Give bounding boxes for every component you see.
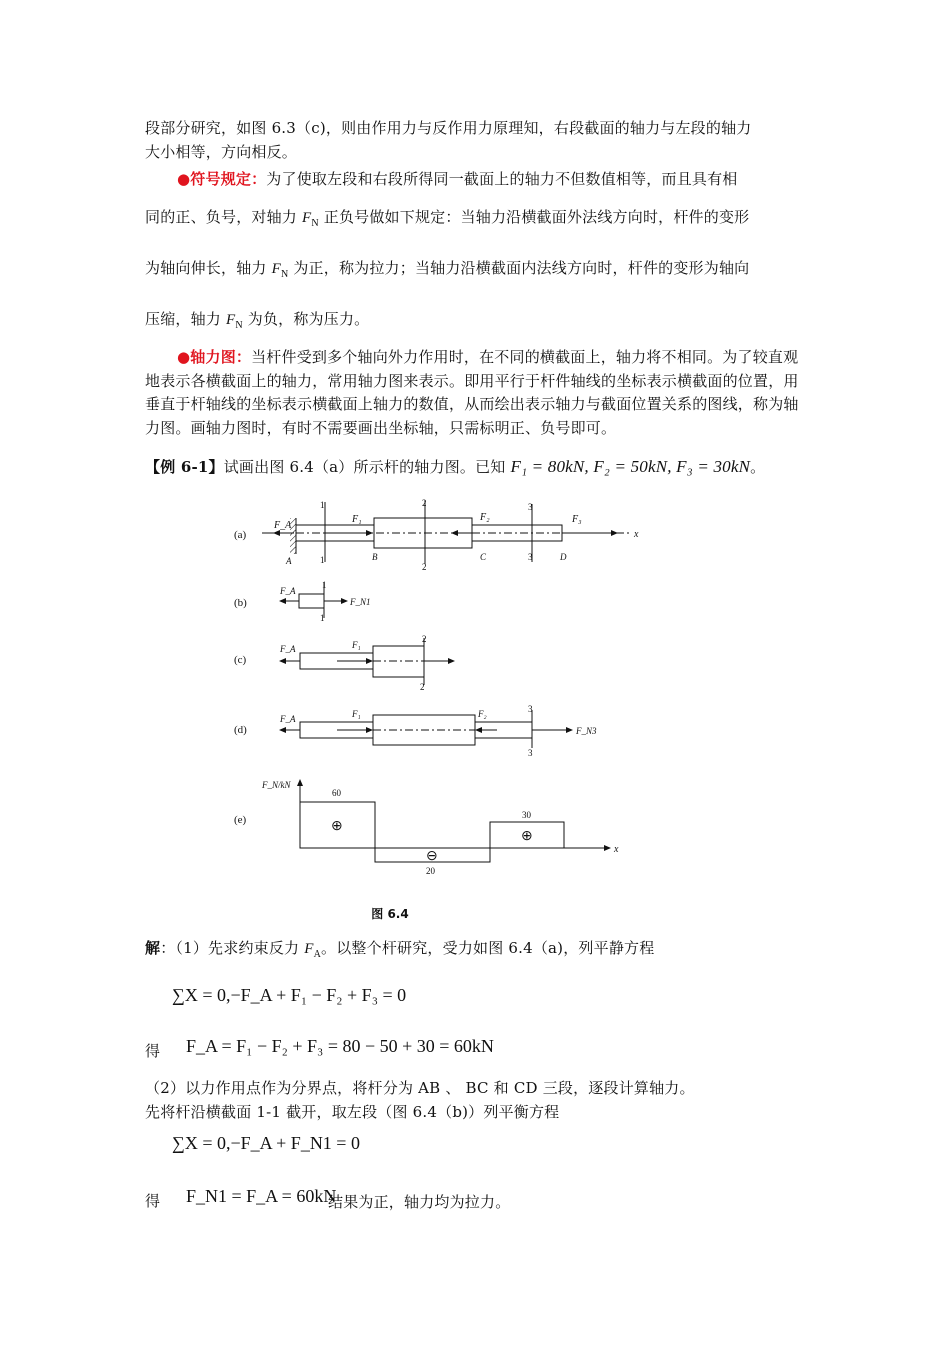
solution-line-1: [145, 936, 845, 967]
d-section-bottom: 3: [528, 748, 533, 758]
de-1: 得: [145, 1042, 161, 1060]
intro-paragraph: [145, 116, 810, 164]
panel-b-label: (b): [234, 597, 247, 609]
sign-rule-line-2: [145, 205, 810, 236]
sign-rule-line-3: [145, 256, 810, 287]
intro-line-1: 段部分研究，如图 6.3（c)，则由作用力与反作用力原理知，右段截面的轴力与左段的轴力: [145, 119, 752, 137]
label-f2: F₂: [480, 512, 490, 523]
b-section-bottom: 1: [320, 613, 325, 623]
panel-e-label: (e): [234, 814, 247, 826]
sign-rule-text-4a: 压缩，轴力: [145, 310, 222, 328]
equation-4: F_N1 = F_A = 60kN: [186, 1186, 337, 1206]
section-2-bottom: 2: [422, 562, 427, 572]
label-d-fa: F_A: [280, 714, 296, 724]
sign-rule-text-3a: 为轴向伸长，轴力: [145, 259, 267, 277]
c-section-top: 2: [422, 634, 427, 644]
figure-caption: 图 6.4: [371, 907, 409, 921]
sign-rule-text-1: 为了使取左段和右段所得同一截面上的轴力不但数值相等，而且具有相: [266, 170, 738, 188]
axial-diagram-text: 当杆件受到多个轴向外力作用时，在不同的横截面上，轴力将不相同。为了较直观地表示各横截面上的轴力，常用轴力图来表示。即用平行于杆件轴线的坐标表示横截面的位置，用垂直于杆轴线的坐标表示横截面上轴力的数值，从而绘出表示轴力与截面位置关系的图线，称为轴力图。画轴力图时，有时不需要画出坐标轴，只需标明正、负号即可。: [145, 348, 799, 437]
label-f1: F₁: [352, 514, 362, 525]
sign-rule-text-2b: 正负号做如下规定：当轴力沿横截面外法线方向时，杆件的变形: [323, 208, 750, 226]
solution-step-2: （2）以力作用点作为分界点，将杆分为 AB 、 BC 和 CD 三段，逐段计算轴力。: [145, 1079, 695, 1097]
point-a: A: [286, 556, 292, 566]
panel-c-label: (c): [234, 654, 247, 666]
sign-rule-line-4: [145, 307, 810, 338]
e-value-30: 30: [522, 810, 531, 820]
b-section-top: 1: [322, 580, 327, 590]
example-end: 。: [750, 458, 766, 476]
section-3-bottom: 3: [528, 552, 533, 562]
d-section-top: 3: [528, 704, 533, 714]
sign-rule-text-4b: 为负，称为压力。: [247, 310, 370, 328]
section-3-top: 3: [528, 502, 533, 512]
de-2: 得: [145, 1192, 161, 1210]
equation-2: F_A = F₁ − F₂ + F₃ = 80 − 50 + 30 = 60kN: [186, 1036, 494, 1056]
axial-diagram-heading: ●轴力图：: [177, 348, 252, 366]
label-c-fa: F_A: [280, 644, 296, 654]
section-1-bottom: 1: [320, 555, 325, 565]
label-fa: F_A: [274, 520, 292, 531]
axial-diagram-paragraph: [145, 346, 810, 440]
label-c-f1: F₁: [352, 640, 361, 650]
sign-rule-line-1: [145, 167, 810, 192]
label-d-fn3: F_N3: [576, 726, 597, 736]
panel-a-label: (a): [234, 529, 247, 541]
equation-3: ∑X = 0,−F_A + F_N1 = 0: [172, 1133, 360, 1153]
solution-label: 解: [145, 939, 161, 957]
e-value-20: 20: [426, 866, 435, 876]
label-f3: F₃: [572, 514, 582, 525]
e-minus-sign: ⊖: [426, 849, 438, 864]
e-plus-sign-1: ⊕: [331, 819, 343, 834]
example-text: 试画出图 6.4（a）所示杆的轴力图。已知: [223, 458, 506, 476]
label-d-f1: F₁: [352, 709, 361, 719]
fn-symbol: $F_N$: [301, 210, 319, 229]
point-d: D: [560, 552, 567, 562]
solution-step-1: ：（1）先求约束反力: [160, 939, 300, 957]
sign-rule-text-2a: 同的正、负号，对轴力: [145, 208, 298, 226]
section-1-top: 1: [320, 500, 325, 510]
e-axis-label: F_N/kN: [262, 780, 291, 790]
example-line: [145, 455, 845, 479]
section-2-top: 2: [422, 498, 427, 508]
e-x-label: x: [614, 844, 619, 855]
sign-rule-text-3b: 为正，称为拉力；当轴力沿横截面内法线方向时，杆件的变形为轴向: [293, 259, 750, 277]
sign-rule-heading: ●符号规定：: [177, 170, 267, 188]
point-c: C: [480, 552, 487, 562]
fa-symbol: $F_A$: [304, 941, 322, 960]
label-b-fa: F_A: [280, 586, 296, 596]
fn-symbol: $F_N$: [225, 312, 243, 331]
e-value-60: 60: [332, 788, 341, 798]
point-b: B: [372, 552, 378, 562]
label-d-f2: F₂: [478, 709, 487, 719]
e-plus-sign-2: ⊕: [521, 829, 533, 844]
result-text: 结果为正，轴力均为拉力。: [328, 1193, 511, 1211]
free-body-b: [299, 594, 324, 608]
example-label: 【例 6-1】: [145, 458, 224, 476]
c-section-bottom: 2: [420, 682, 425, 692]
solution-step-2b: 先将杆沿横截面 1-1 截开，取左段（图 6.4（b)）列平衡方程: [145, 1103, 560, 1121]
fn-symbol: $F_N$: [271, 261, 289, 280]
label-x: x: [634, 529, 639, 540]
figure-6-4: [222, 490, 642, 885]
panel-d-label: (d): [234, 724, 247, 736]
solution-step-1b: 。以整个杆研究，受力如图 6.4（a)，列平静方程: [321, 939, 655, 957]
intro-line-2: 大小相等，方向相反。: [145, 143, 298, 161]
equation-1: ∑X = 0,−F_A + F₁ − F₂ + F₃ = 0: [172, 985, 407, 1005]
label-b-fn1: F_N1: [350, 597, 371, 607]
example-given: F₁ = 80kN, F₂ = 50kN, F₃ = 30kN: [510, 457, 751, 476]
